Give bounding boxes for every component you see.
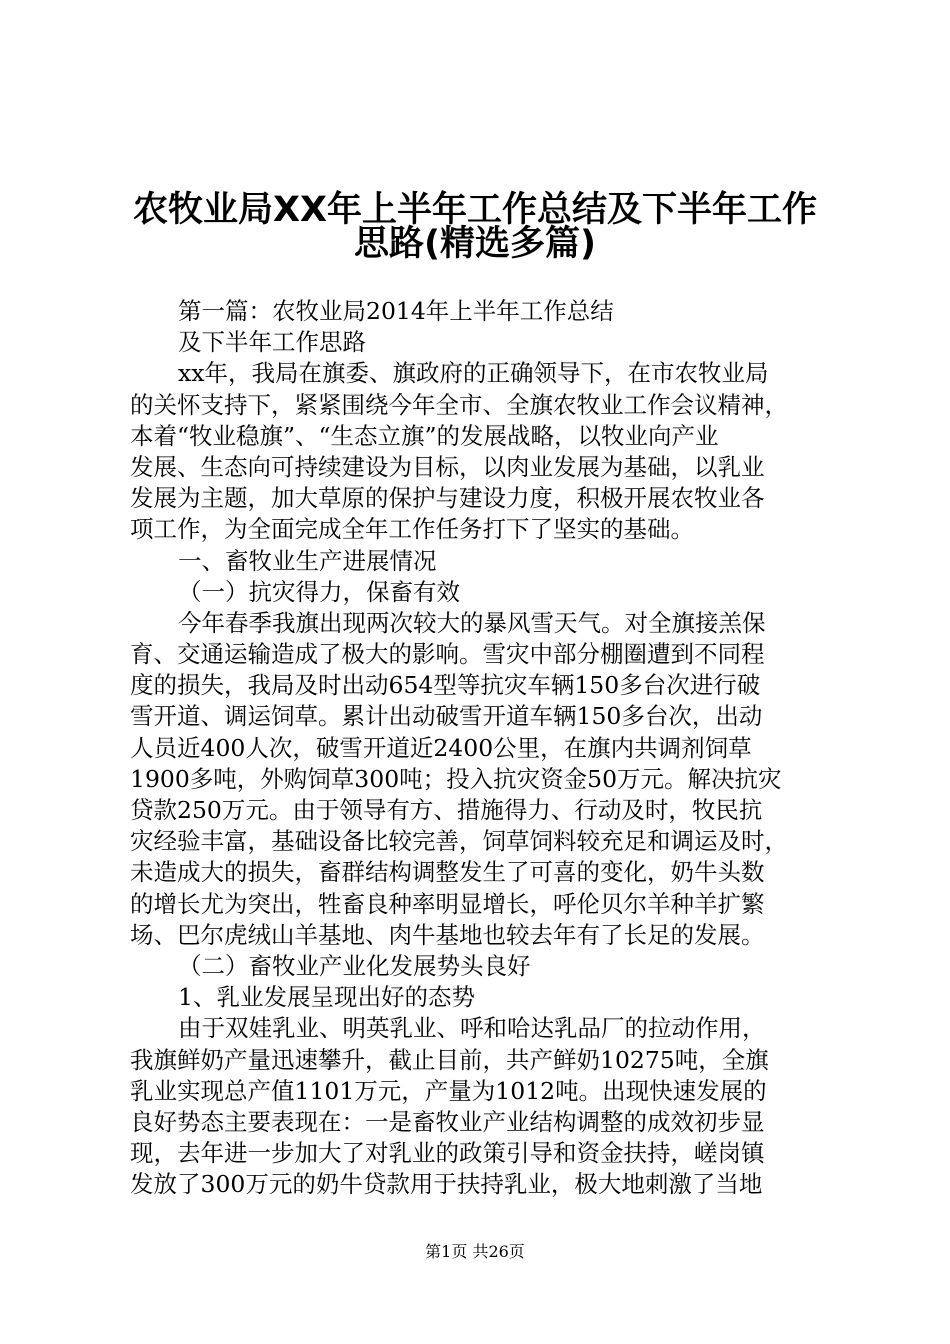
body-text-line: 良好势态主要表现在：一是畜牧业产业结构调整的成效初步显: [130, 1107, 765, 1136]
body-text-line: 发放了300万元的奶牛贷款用于扶持乳业，极大地刺激了当地: [130, 1170, 763, 1199]
body-text-line: 1900多吨，外购饲草300吨；投入抗灾资金50万元。解决抗灾: [130, 764, 782, 793]
body-text-line: 发展、生态向可持续建设为目标，以肉业发展为基础，以乳业: [130, 452, 765, 481]
body-text-line: 雪开道、调运饲草。累计出动破雪开道车辆150多台次，出动: [130, 702, 763, 731]
body-text-line: 度的损失，我局及时出动654型等抗灾车辆150多台次进行破: [130, 671, 761, 700]
body-text-line: 贷款250万元。由于领导有方、措施得力、行动及时，牧民抗: [130, 796, 763, 824]
body-text-line: xx年，我局在旗委、旗政府的正确领导下，在市农牧业局: [178, 359, 769, 388]
body-text-line: 灾经验丰富，基础设备比较完善，饲草饲料较充足和调运及时，: [130, 827, 788, 856]
body-text-line: （二）畜牧业产业化发展势头良好: [178, 951, 531, 980]
body-text-line: 及下半年工作思路: [178, 328, 366, 357]
document-title-line-1: 农牧业局XX年上半年工作总结及下半年工作: [133, 190, 817, 230]
body-text-line: 人员近400人次，破雪开道近2400公里，在旗内共调剂饲草: [130, 733, 752, 762]
body-text-line: 场、巴尔虎绒山羊基地、肉牛基地也较去年有了长足的发展。: [130, 920, 765, 949]
body-text-line: （一）抗灾得力，保畜有效: [178, 577, 460, 606]
document-body: [130, 296, 835, 1200]
body-text-line: 我旗鲜奶产量迅速攀升，截止目前，共产鲜奶10275吨，全旗: [130, 1045, 769, 1074]
body-text-line: 由于双娃乳业、明英乳业、呼和哈达乳品厂的拉动作用，: [178, 1014, 766, 1043]
body-text-line: 乳业实现总产值1101万元，产量为1012吨。出现快速发展的: [130, 1076, 767, 1105]
body-text-line: 发展为主题，加大草原的保护与建设力度，积极开展农牧业各: [130, 484, 765, 513]
body-text-line: 育、交通运输造成了极大的影响。雪灾中部分棚圈遭到不同程: [130, 640, 765, 669]
body-text-line: 一、畜牧业生产进展情况: [178, 546, 437, 575]
body-text-line: 第一篇：农牧业局2014年上半年工作总结: [178, 297, 614, 325]
body-text-line: 今年春季我旗出现两次较大的暴风雪天气。对全旗接羔保: [178, 608, 766, 637]
body-text-line: 本着“牧业稳旗”、“生态立旗”的发展战略，以牧业向产业: [130, 421, 719, 450]
page-footer: 第1页 共26页: [425, 1242, 525, 1261]
body-text-line: 1、乳业发展呈现出好的态势: [178, 983, 475, 1012]
body-text-line: 的关怀支持下，紧紧围绕今年全市、全旗农牧业工作会议精神，: [130, 390, 788, 419]
body-text-line: 的增长尤为突出，牲畜良种率明显增长，呼伦贝尔羊种羊扩繁: [130, 889, 765, 918]
document-title-line-2: 思路(精选多篇): [354, 224, 596, 264]
body-text-line: 现，去年进一步加大了对乳业的政策引导和资金扶持，嵯岗镇: [130, 1139, 765, 1168]
body-text-line: 未造成大的损失，畜群结构调整发生了可喜的变化，奶牛头数: [130, 858, 765, 887]
body-text-line: 项工作，为全面完成全年工作任务打下了坚实的基础。: [130, 515, 694, 544]
